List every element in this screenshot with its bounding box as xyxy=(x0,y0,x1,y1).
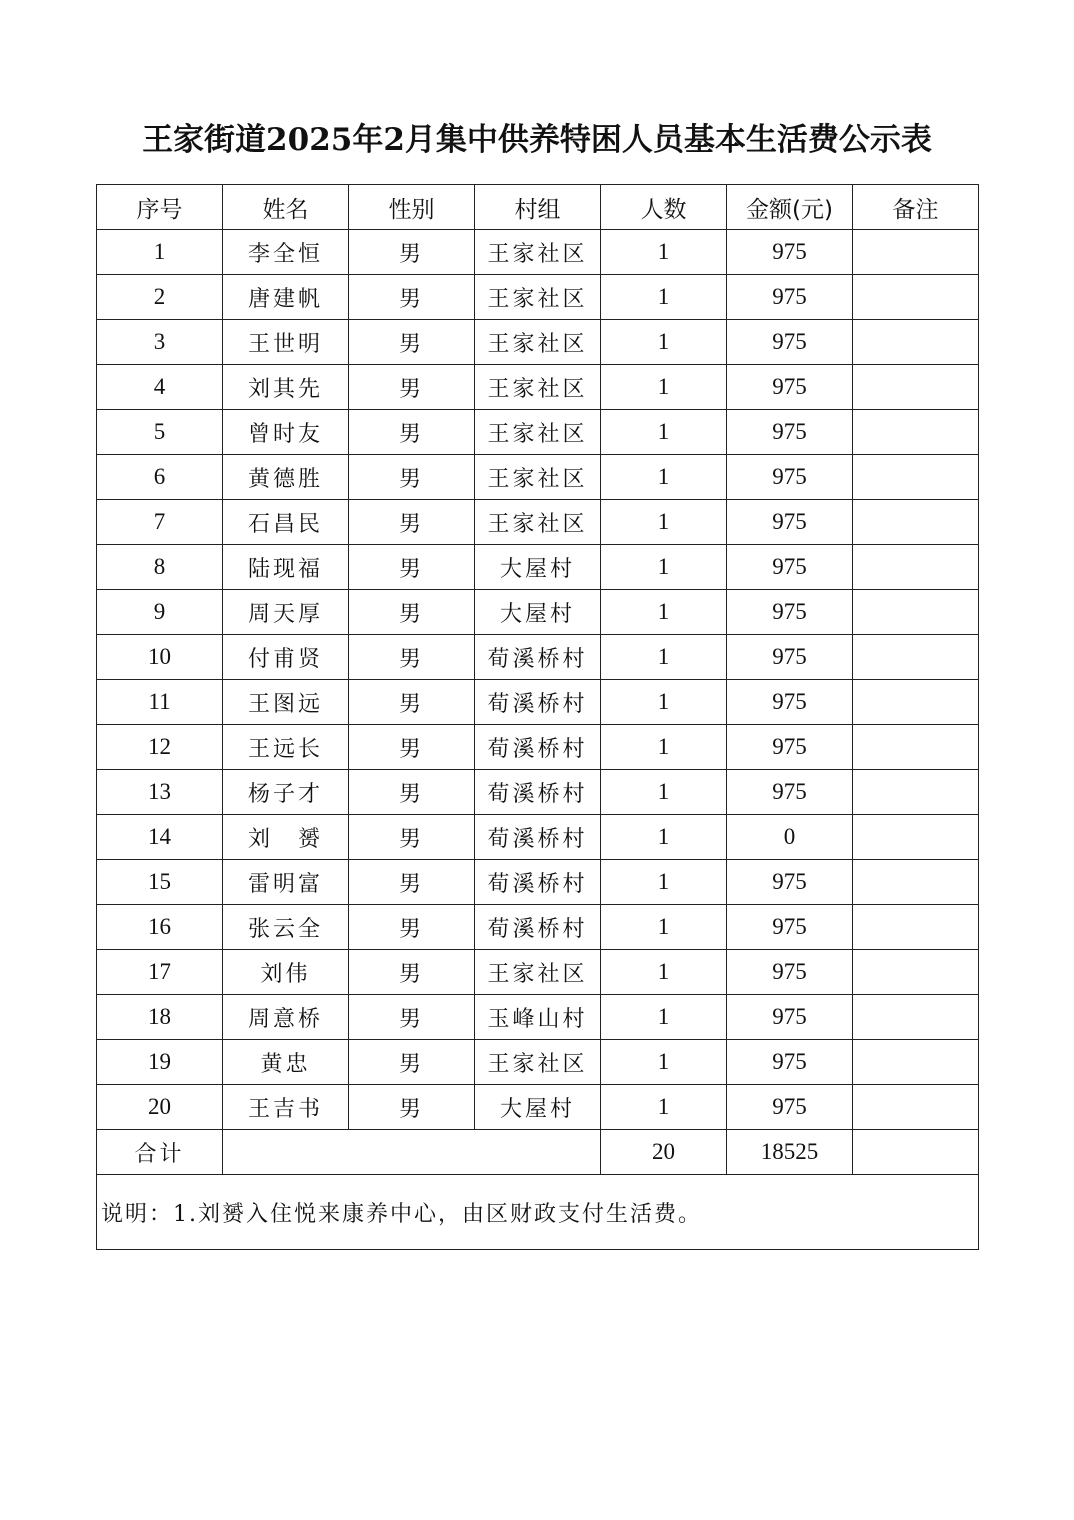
page-title: 王家街道2025年2月集中供养特困人员基本生活费公示表 xyxy=(142,122,932,158)
amount-cell: 975 xyxy=(727,500,853,545)
serial-cell: 12 xyxy=(97,725,223,770)
serial-cell: 14 xyxy=(97,815,223,860)
count-cell: 1 xyxy=(601,1085,727,1130)
gender-cell: 男 xyxy=(349,905,475,950)
table-row xyxy=(97,1085,979,1130)
village-cell: 荀溪桥村 xyxy=(475,725,601,770)
gender-cell: 男 xyxy=(349,950,475,995)
table-row xyxy=(97,230,979,275)
note-row xyxy=(97,1175,979,1250)
table-row xyxy=(97,590,979,635)
gender-cell: 男 xyxy=(349,815,475,860)
remark-cell xyxy=(853,770,979,815)
table-row xyxy=(97,680,979,725)
header-gender: 性别 xyxy=(349,185,475,230)
serial-cell: 18 xyxy=(97,995,223,1040)
table-row xyxy=(97,545,979,590)
serial-cell: 7 xyxy=(97,500,223,545)
total-count: 20 xyxy=(601,1130,727,1175)
remark-cell xyxy=(853,815,979,860)
name-cell: 周天厚 xyxy=(223,590,349,635)
remark-cell xyxy=(853,725,979,770)
amount-cell: 975 xyxy=(727,320,853,365)
count-cell: 1 xyxy=(601,950,727,995)
name-cell: 曾时友 xyxy=(223,410,349,455)
gender-cell: 男 xyxy=(349,1040,475,1085)
gender-cell: 男 xyxy=(349,275,475,320)
remark-cell xyxy=(853,905,979,950)
count-cell: 1 xyxy=(601,815,727,860)
table-body xyxy=(97,230,979,1130)
header-serial: 序号 xyxy=(97,185,223,230)
amount-cell: 975 xyxy=(727,680,853,725)
amount-cell: 975 xyxy=(727,590,853,635)
name-cell: 周意桥 xyxy=(223,995,349,1040)
amount-cell: 975 xyxy=(727,455,853,500)
table-row xyxy=(97,815,979,860)
table-row xyxy=(97,455,979,500)
gender-cell: 男 xyxy=(349,590,475,635)
table-row xyxy=(97,365,979,410)
table-row xyxy=(97,950,979,995)
name-cell: 刘伟 xyxy=(223,950,349,995)
serial-cell: 2 xyxy=(97,275,223,320)
remark-cell xyxy=(853,860,979,905)
count-cell: 1 xyxy=(601,635,727,680)
village-cell: 荀溪桥村 xyxy=(475,680,601,725)
count-cell: 1 xyxy=(601,230,727,275)
table-row xyxy=(97,635,979,680)
amount-cell: 975 xyxy=(727,905,853,950)
village-cell: 王家社区 xyxy=(475,230,601,275)
table-row xyxy=(97,770,979,815)
remark-cell xyxy=(853,230,979,275)
village-cell: 大屋村 xyxy=(475,590,601,635)
count-cell: 1 xyxy=(601,455,727,500)
remark-cell xyxy=(853,320,979,365)
count-cell: 1 xyxy=(601,545,727,590)
amount-cell: 0 xyxy=(727,815,853,860)
serial-cell: 10 xyxy=(97,635,223,680)
count-cell: 1 xyxy=(601,725,727,770)
serial-cell: 1 xyxy=(97,230,223,275)
remark-cell xyxy=(853,1085,979,1130)
name-cell: 王远长 xyxy=(223,725,349,770)
village-cell: 王家社区 xyxy=(475,365,601,410)
count-cell: 1 xyxy=(601,680,727,725)
count-cell: 1 xyxy=(601,500,727,545)
table-row xyxy=(97,275,979,320)
count-cell: 1 xyxy=(601,365,727,410)
village-cell: 大屋村 xyxy=(475,1085,601,1130)
total-remark-cell xyxy=(853,1130,979,1175)
serial-cell: 6 xyxy=(97,455,223,500)
total-row xyxy=(97,1130,979,1175)
village-cell: 王家社区 xyxy=(475,410,601,455)
amount-cell: 975 xyxy=(727,1040,853,1085)
amount-cell: 975 xyxy=(727,1085,853,1130)
name-cell: 张云全 xyxy=(223,905,349,950)
gender-cell: 男 xyxy=(349,455,475,500)
remark-cell xyxy=(853,680,979,725)
serial-cell: 3 xyxy=(97,320,223,365)
remark-cell xyxy=(853,545,979,590)
village-cell: 荀溪桥村 xyxy=(475,635,601,680)
gender-cell: 男 xyxy=(349,635,475,680)
header-count: 人数 xyxy=(601,185,727,230)
amount-cell: 975 xyxy=(727,410,853,455)
table-row xyxy=(97,320,979,365)
village-cell: 玉峰山村 xyxy=(475,995,601,1040)
amount-cell: 975 xyxy=(727,275,853,320)
table-row xyxy=(97,905,979,950)
gender-cell: 男 xyxy=(349,230,475,275)
gender-cell: 男 xyxy=(349,1085,475,1130)
village-cell: 王家社区 xyxy=(475,950,601,995)
remark-cell xyxy=(853,950,979,995)
remark-cell xyxy=(853,275,979,320)
count-cell: 1 xyxy=(601,590,727,635)
table-row xyxy=(97,860,979,905)
name-cell: 石昌民 xyxy=(223,500,349,545)
remark-cell xyxy=(853,410,979,455)
village-cell: 王家社区 xyxy=(475,455,601,500)
name-cell: 王世明 xyxy=(223,320,349,365)
village-cell: 荀溪桥村 xyxy=(475,905,601,950)
header-remark: 备注 xyxy=(853,185,979,230)
name-cell: 陆现福 xyxy=(223,545,349,590)
gender-cell: 男 xyxy=(349,725,475,770)
name-cell: 雷明富 xyxy=(223,860,349,905)
serial-cell: 15 xyxy=(97,860,223,905)
amount-cell: 975 xyxy=(727,860,853,905)
total-amount: 18525 xyxy=(727,1130,853,1175)
count-cell: 1 xyxy=(601,320,727,365)
village-cell: 王家社区 xyxy=(475,500,601,545)
remark-cell xyxy=(853,455,979,500)
gender-cell: 男 xyxy=(349,860,475,905)
table-row xyxy=(97,995,979,1040)
count-cell: 1 xyxy=(601,905,727,950)
header-amount: 金额(元) xyxy=(727,185,853,230)
name-cell: 刘其先 xyxy=(223,365,349,410)
remark-cell xyxy=(853,365,979,410)
gender-cell: 男 xyxy=(349,680,475,725)
count-cell: 1 xyxy=(601,410,727,455)
table-row xyxy=(97,1040,979,1085)
village-cell: 大屋村 xyxy=(475,545,601,590)
amount-cell: 975 xyxy=(727,950,853,995)
remark-cell xyxy=(853,995,979,1040)
name-cell: 唐建帆 xyxy=(223,275,349,320)
count-cell: 1 xyxy=(601,1040,727,1085)
total-label: 合计 xyxy=(97,1130,223,1175)
table-row xyxy=(97,410,979,455)
table-row xyxy=(97,725,979,770)
amount-cell: 975 xyxy=(727,545,853,590)
village-cell: 王家社区 xyxy=(475,275,601,320)
serial-cell: 4 xyxy=(97,365,223,410)
serial-cell: 13 xyxy=(97,770,223,815)
count-cell: 1 xyxy=(601,770,727,815)
village-cell: 荀溪桥村 xyxy=(475,770,601,815)
gender-cell: 男 xyxy=(349,995,475,1040)
header-village: 村组 xyxy=(475,185,601,230)
table-header-row xyxy=(97,185,979,230)
serial-cell: 17 xyxy=(97,950,223,995)
amount-cell: 975 xyxy=(727,725,853,770)
remark-cell xyxy=(853,500,979,545)
name-cell: 杨子才 xyxy=(223,770,349,815)
gender-cell: 男 xyxy=(349,545,475,590)
village-cell: 荀溪桥村 xyxy=(475,815,601,860)
serial-cell: 19 xyxy=(97,1040,223,1085)
serial-cell: 9 xyxy=(97,590,223,635)
village-cell: 王家社区 xyxy=(475,320,601,365)
amount-cell: 975 xyxy=(727,230,853,275)
name-cell: 王图远 xyxy=(223,680,349,725)
note-text: 说明：1.刘赟入住悦来康养中心，由区财政支付生活费。 xyxy=(97,1175,979,1250)
allowance-table xyxy=(96,184,979,1250)
count-cell: 1 xyxy=(601,860,727,905)
name-cell: 王吉书 xyxy=(223,1085,349,1130)
gender-cell: 男 xyxy=(349,410,475,455)
total-blank-cell xyxy=(223,1130,601,1175)
gender-cell: 男 xyxy=(349,770,475,815)
table-row xyxy=(97,500,979,545)
gender-cell: 男 xyxy=(349,320,475,365)
serial-cell: 20 xyxy=(97,1085,223,1130)
name-cell: 李全恒 xyxy=(223,230,349,275)
amount-cell: 975 xyxy=(727,365,853,410)
village-cell: 荀溪桥村 xyxy=(475,860,601,905)
header-name: 姓名 xyxy=(223,185,349,230)
count-cell: 1 xyxy=(601,275,727,320)
remark-cell xyxy=(853,1040,979,1085)
count-cell: 1 xyxy=(601,995,727,1040)
serial-cell: 5 xyxy=(97,410,223,455)
name-cell: 刘 赟 xyxy=(223,815,349,860)
amount-cell: 975 xyxy=(727,995,853,1040)
name-cell: 黄忠 xyxy=(223,1040,349,1085)
serial-cell: 8 xyxy=(97,545,223,590)
gender-cell: 男 xyxy=(349,365,475,410)
gender-cell: 男 xyxy=(349,500,475,545)
amount-cell: 975 xyxy=(727,635,853,680)
serial-cell: 16 xyxy=(97,905,223,950)
amount-cell: 975 xyxy=(727,770,853,815)
remark-cell xyxy=(853,590,979,635)
village-cell: 王家社区 xyxy=(475,1040,601,1085)
serial-cell: 11 xyxy=(97,680,223,725)
name-cell: 付甫贤 xyxy=(223,635,349,680)
name-cell: 黄德胜 xyxy=(223,455,349,500)
remark-cell xyxy=(853,635,979,680)
